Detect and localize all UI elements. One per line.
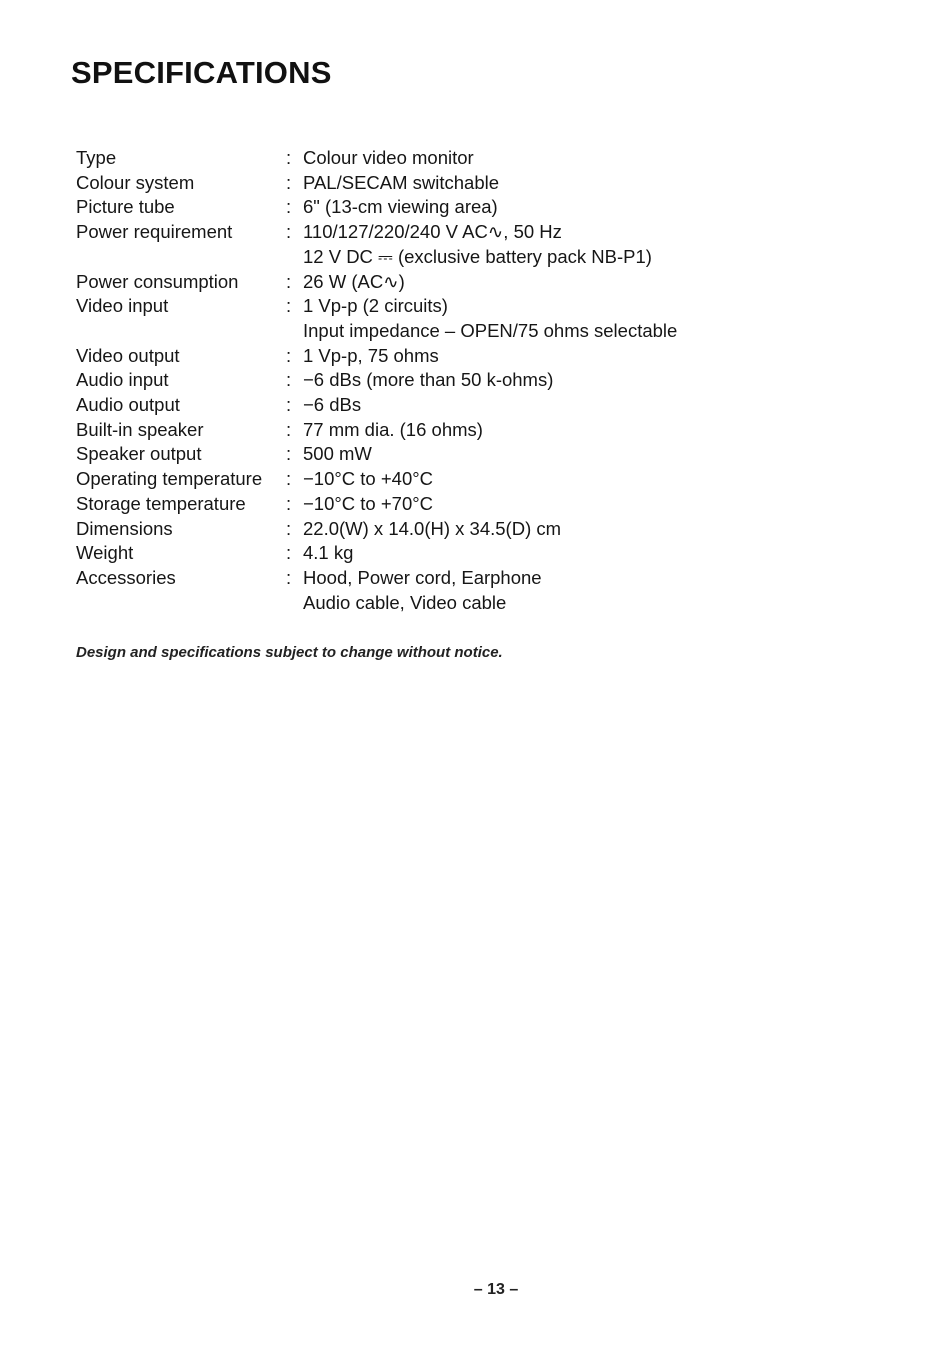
spec-values xyxy=(303,146,836,171)
spec-row xyxy=(76,344,836,369)
spec-value: 110/127/220/240 V AC∿, 50 Hz xyxy=(303,221,562,243)
spec-row xyxy=(76,393,836,418)
spec-value: PAL/SECAM switchable xyxy=(303,171,500,193)
spec-value: 12 V DC ⎓ (exclusive battery pack NB-P1) xyxy=(303,245,652,267)
spec-separator: : xyxy=(286,171,292,193)
spec-values xyxy=(303,195,836,220)
spec-label: Dimensions xyxy=(76,517,173,539)
spec-values xyxy=(303,492,836,517)
spec-separator: : xyxy=(286,369,292,391)
spec-label: Audio output xyxy=(76,394,180,416)
spec-separator: : xyxy=(286,344,292,366)
spec-label: Colour system xyxy=(76,171,195,193)
spec-separator: : xyxy=(286,443,292,465)
spec-label: Power requirement xyxy=(76,221,233,243)
spec-separator: : xyxy=(286,147,292,168)
spec-row xyxy=(76,517,836,542)
spec-values xyxy=(303,344,836,369)
spec-label: Audio input xyxy=(76,369,169,391)
spec-label: Operating temperature xyxy=(76,468,263,490)
spec-label: Video input xyxy=(76,295,169,317)
spec-value: −6 dBs xyxy=(303,394,362,416)
spec-label: Accessories xyxy=(76,566,176,588)
spec-separator: : xyxy=(286,196,292,218)
spec-row xyxy=(76,566,836,615)
page-number: – 13 – xyxy=(473,1281,519,1298)
spec-values xyxy=(303,294,836,343)
spec-value: Colour video monitor xyxy=(303,147,474,168)
spec-value: 4.1 kg xyxy=(303,542,354,564)
spec-value: Audio cable, Video cable xyxy=(303,591,507,613)
spec-value: Input impedance – OPEN/75 ohms selectable xyxy=(303,319,678,341)
spec-label: Power consumption xyxy=(76,270,239,292)
spec-value: −6 dBs (more than 50 k-ohms) xyxy=(303,369,554,391)
spec-separator: : xyxy=(286,394,292,416)
spec-values xyxy=(303,517,836,542)
spec-value: 77 mm dia. (16 ohms) xyxy=(303,418,483,440)
spec-value: 26 W (AC∿) xyxy=(303,270,405,292)
spec-values xyxy=(303,467,836,492)
spec-values xyxy=(303,270,836,295)
spec-values xyxy=(303,220,836,269)
spec-separator: : xyxy=(286,517,292,539)
spec-row xyxy=(76,195,836,220)
spec-label: Weight xyxy=(76,542,134,564)
spec-label: Type xyxy=(76,147,117,168)
spec-row xyxy=(76,368,836,393)
spec-label: Video output xyxy=(76,344,180,366)
spec-row xyxy=(76,294,836,343)
spec-values xyxy=(303,566,836,615)
spec-values xyxy=(303,393,836,418)
spec-row xyxy=(76,220,836,269)
spec-row xyxy=(76,146,836,171)
spec-row xyxy=(76,541,836,566)
spec-separator: : xyxy=(286,492,292,514)
footnote: Design and specifications subject to change without notice. xyxy=(76,644,503,661)
spec-label: Picture tube xyxy=(76,196,175,218)
page-title: SPECIFICATIONS xyxy=(71,55,332,90)
spec-value: 22.0(W) x 14.0(H) x 34.5(D) cm xyxy=(303,517,562,539)
spec-value: 1 Vp-p, 75 ohms xyxy=(303,344,439,366)
spec-label: Built-in speaker xyxy=(76,418,204,440)
spec-label: Storage temperature xyxy=(76,492,246,514)
spec-separator: : xyxy=(286,295,292,317)
spec-value: 6" (13-cm viewing area) xyxy=(303,196,498,218)
spec-row xyxy=(76,171,836,196)
spec-separator: : xyxy=(286,418,292,440)
spec-separator: : xyxy=(286,542,292,564)
spec-values xyxy=(303,442,836,467)
spec-row xyxy=(76,492,836,517)
specifications-table xyxy=(76,146,836,615)
spec-value: Hood, Power cord, Earphone xyxy=(303,566,542,588)
spec-row xyxy=(76,270,836,295)
spec-value: 1 Vp-p (2 circuits) xyxy=(303,295,448,317)
spec-values xyxy=(303,418,836,443)
spec-value: −10°C to +70°C xyxy=(303,492,433,514)
spec-value: 500 mW xyxy=(303,443,372,465)
spec-separator: : xyxy=(286,566,292,588)
spec-values xyxy=(303,171,836,196)
spec-row xyxy=(76,418,836,443)
spec-separator: : xyxy=(286,270,292,292)
spec-values xyxy=(303,541,836,566)
spec-values xyxy=(303,368,836,393)
spec-separator: : xyxy=(286,221,292,243)
spec-row xyxy=(76,442,836,467)
spec-separator: : xyxy=(286,468,292,490)
spec-value: −10°C to +40°C xyxy=(303,468,433,490)
spec-label: Speaker output xyxy=(76,443,202,465)
spec-row xyxy=(76,467,836,492)
